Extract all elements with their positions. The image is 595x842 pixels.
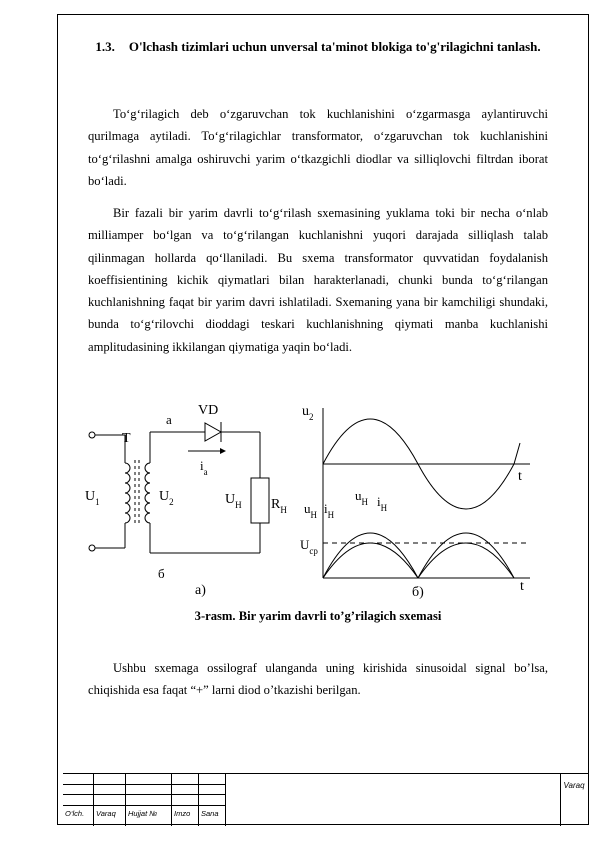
label-panel-b: б) bbox=[412, 585, 424, 600]
stamp-col-imzo: Imzo bbox=[174, 809, 191, 818]
stamp-col-hujjat: Hujjat № bbox=[128, 809, 158, 818]
label-wave-in: $i_H$ bbox=[377, 494, 388, 513]
figure-caption: 3-rasm. Bir yarim davrli to’g’rilagich sxemasi bbox=[194, 609, 442, 623]
label-t-top: t bbox=[518, 469, 522, 484]
label-u2: $U_2$ bbox=[159, 489, 174, 507]
section-heading bbox=[88, 35, 548, 58]
stamp-col-olch: O‘lch. bbox=[65, 809, 85, 818]
label-node-b: б bbox=[158, 566, 165, 581]
label-t-bottom: t bbox=[520, 579, 524, 594]
label-un: $U_H$ bbox=[225, 492, 242, 510]
label-t: T bbox=[122, 431, 131, 446]
stamp-col-varaq: Varaq bbox=[96, 809, 116, 818]
label-rn: $R_H$ bbox=[271, 497, 287, 515]
section-title: O'lchash tizimlari uchun unversal ta'minot blokiga to'g'rilagichni tanlash. bbox=[128, 39, 541, 54]
label-ia: $i_a$ bbox=[200, 458, 208, 477]
label-ucp: $U_{cp}$ bbox=[300, 537, 318, 556]
label-wave-un: $u_H$ bbox=[355, 488, 368, 507]
figure-rectifier bbox=[80, 398, 540, 608]
title-block bbox=[63, 773, 589, 826]
stamp-col-sana: Sana bbox=[201, 809, 219, 818]
paragraph-2: Bir fazali bir yarim davrli to‘g‘rilash sxemasining yuklama toki bir necha o‘nlab milliamper bo‘lgan va to‘g‘rilangan kuchlanishni yuqori darajada silliqlash talab qilinmagan hollarda qo‘llaniladi. Bu sxema transformator quvvatidan foydalanish koeffisientining kichik qiymatlari bilan harakterlanadi, chunki bunda to‘g‘rilangan kuchlanishning faqat bir yarim davri ishlatiladi. Sxemaning yana bir kamchiligi shundaki, bunda to‘g‘rilovchi dioddagi teskari kuchlanishning qiymati manba kuchlanishi amplitudasining ikkilangan qiymatiga yaqin bo‘ladi. bbox=[88, 206, 548, 354]
label-panel-a: a) bbox=[195, 583, 206, 598]
label-u1: $U_1$ bbox=[85, 489, 100, 507]
label-left-un: $u_H$ bbox=[304, 501, 317, 520]
stamp-sheet-label: Varaq bbox=[563, 781, 585, 790]
paragraph-1: To‘g‘rilagich deb o‘zgaruvchan tok kuchlanishini o‘zgarmasga aylantiruvchi qurilmaga aytiladi. To‘g‘rilagichlar transformator, o‘zgaruvchan tok kuchlanishini to‘g‘rilashni amalga oshiruvchi yarim o‘tkazgichli diodlar va silliqlovchi filtrdan iborat bo‘ladi. bbox=[88, 107, 548, 188]
label-wave-u2: $u_2$ bbox=[302, 404, 314, 422]
label-vd: VD bbox=[198, 403, 219, 418]
paragraph-3: Ushbu sxemaga ossilograf ulanganda uning kirishida sinusoidal signal bo’lsa, chiqishida esa faqat “+” larni diod o’tkazishi berilgan. bbox=[88, 661, 548, 698]
label-node-a: a bbox=[166, 412, 172, 427]
label-left-in: $i_H$ bbox=[324, 501, 335, 520]
section-number: 1.3. bbox=[95, 39, 115, 54]
